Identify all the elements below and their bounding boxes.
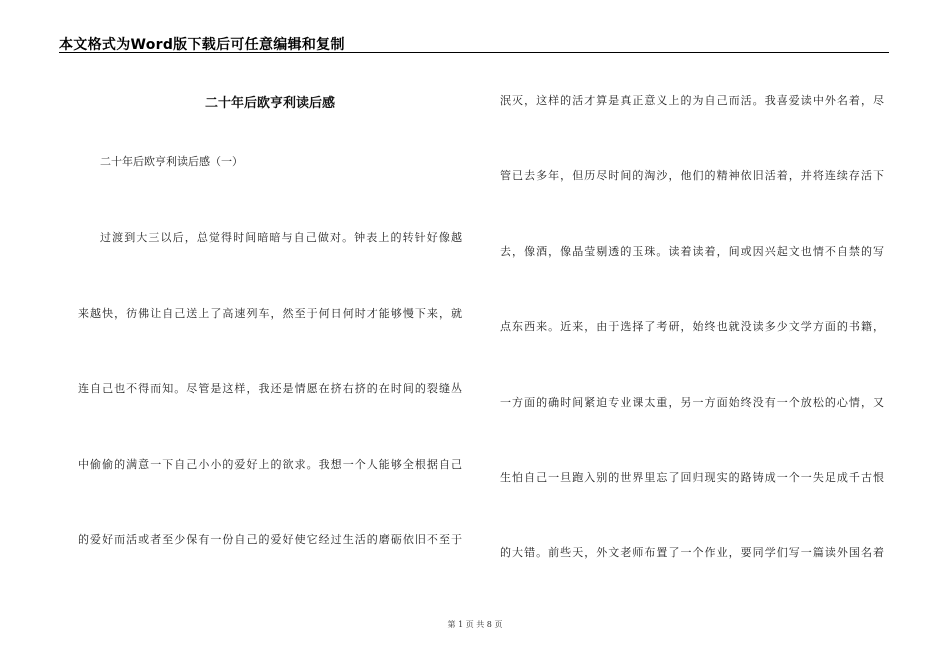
text-line: 泯灭，这样的活才算是真正意义上的为自己而活。我喜爱读中外名着，尽 <box>500 94 884 107</box>
document-title: 二十年后欧亨利读后感 <box>204 96 335 111</box>
page-number-footer: 第 1 页 共 8 页 <box>447 620 503 629</box>
text-line: 生怕自己一旦跑入别的世界里忘了回归现实的路铸成一个一失足成千古恨 <box>500 471 884 484</box>
text-line: 去，像酒，像晶莹剔透的玉珠。读着读着，间或因兴起文也情不自禁的写 <box>500 245 884 258</box>
text-line: 的大错。前些天，外文老师布置了一个作业，要同学们写一篇读外国名着 <box>500 546 884 559</box>
text-line: 管已去多年，但历尽时间的淘沙，他们的精神依旧活着，并将连续存活下 <box>500 169 884 182</box>
text-line: 的爱好而活或者至少保有一份自己的爱好使它经过生活的磨砺依旧不至于 <box>78 533 462 546</box>
text-line: 连自己也不得而知。尽管是这样，我还是情愿在挤右挤的在时间的裂缝丛 <box>78 382 462 395</box>
text-line: 中偷偷的满意一下自己小小的爱好上的欲求。我想一个人能够全根据自己 <box>78 458 462 471</box>
section-heading: 二十年后欧亨利读后感（一） <box>100 155 243 168</box>
text-line: 点东西来。近来，由于选择了考研，始终也就没读多少文学方面的书籍， <box>500 320 884 333</box>
document-header-text: 本文格式为Word版下载后可任意编辑和复制 <box>59 37 345 53</box>
text-line: 过渡到大三以后，总觉得时间暗暗与自己做对。钟表上的转针好像越 <box>100 231 462 244</box>
text-line: 一方面的确时间紧迫专业课太重，另一方面始终没有一个放松的心情，又 <box>500 396 884 409</box>
header-divider <box>59 52 889 53</box>
text-line: 来越快，彷佛让自己送上了高速列车，然至于何日何时才能够慢下来，就 <box>78 307 462 320</box>
